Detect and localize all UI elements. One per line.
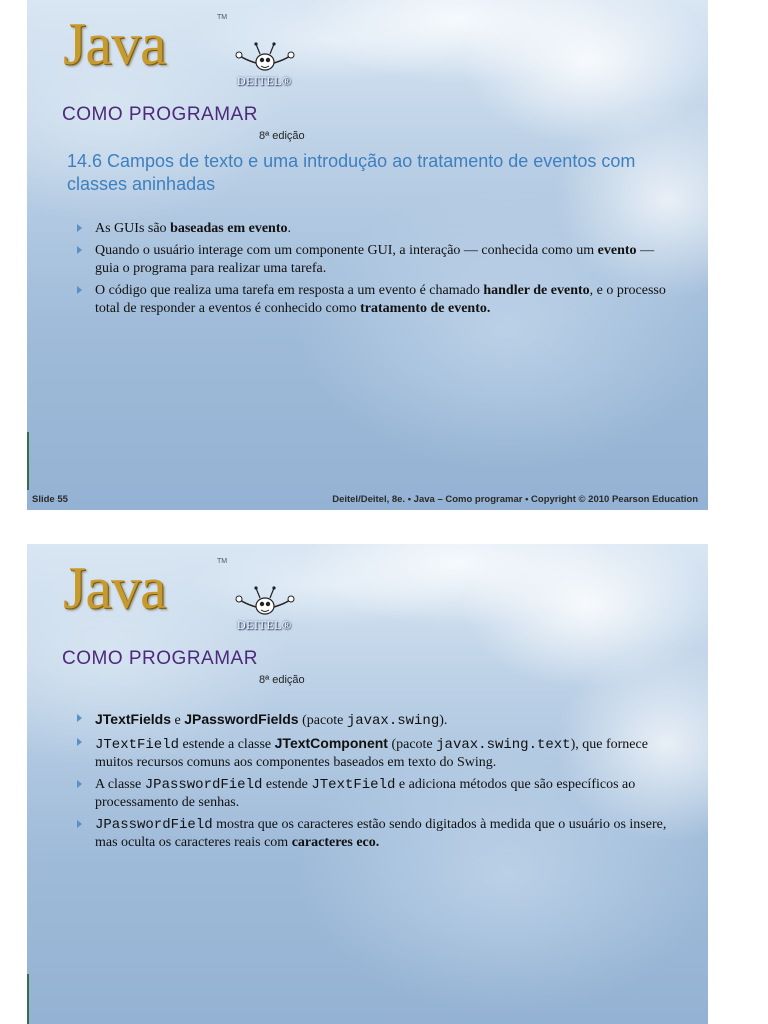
bullet-text: mostra que os caracteres estão sendo digitados à medida que o usuário os insere, mas oculta os caracteres reais com (95, 817, 667, 850)
bullet-text: (pacote (387, 737, 437, 752)
bullet-arrow-icon (77, 224, 82, 232)
slide-footer (27, 492, 708, 510)
slide-55 (27, 0, 708, 510)
code-text: JPasswordField (95, 817, 213, 833)
bullet-item (77, 710, 677, 730)
bullet-text: JTextFields (95, 711, 171, 727)
code-text: JPasswordField (144, 777, 263, 793)
bullet-text: baseadas em evento (170, 221, 288, 236)
bullet-text: ), que fornece muitos recursos comuns aos componentes baseados em texto do Swing. (95, 737, 648, 770)
book-subtitle: COMO PROGRAMAR (62, 648, 258, 669)
bullet-item (77, 816, 677, 852)
bullet-text: As GUIs são (95, 221, 171, 236)
bullet-text: estende a classe (179, 737, 275, 752)
bullet-arrow-icon (77, 714, 82, 722)
bullet-list (77, 710, 677, 856)
book-subtitle: COMO PROGRAMAR (62, 104, 258, 125)
bullet-item (77, 734, 677, 772)
java-logo: Java (63, 555, 166, 621)
deitel-logo: DEITEL® (237, 74, 292, 88)
copyright-notice: Deitel/Deitel, 8e. • Java – Como programar • Copyright © 2010 Pearson Education (332, 494, 698, 505)
bullet-text: e adiciona métodos que são específicos ao processamento de senhas. (95, 777, 636, 810)
bullet-text: O código que realiza uma tarefa em resposta a um evento é chamado (95, 283, 484, 298)
bullet-text: evento (597, 243, 637, 258)
trademark-mark: TM (217, 558, 228, 565)
edition-label: 8ª edição (259, 674, 305, 686)
slide-56 (27, 544, 708, 1024)
bullet-arrow-icon (77, 820, 82, 828)
bullet-text: ). (439, 713, 448, 728)
bullet-item (77, 282, 677, 318)
bullet-text: Quando o usuário interage com um componente GUI, a interação — conhecida como um (95, 243, 598, 258)
bullet-item (77, 220, 677, 238)
bullet-text: JTextComponent (274, 735, 388, 751)
bullet-text: tratamento de evento. (360, 301, 491, 316)
bullet-arrow-icon (77, 246, 82, 254)
slide-number: Slide 55 (32, 494, 68, 505)
code-text: JTextField (311, 777, 396, 793)
bullet-list (77, 220, 677, 322)
bullet-item (77, 242, 677, 278)
code-text: JTextField (95, 737, 180, 753)
slide-edge-mark (27, 974, 29, 1024)
bullet-arrow-icon (77, 738, 82, 746)
code-text: javax.swing (346, 713, 440, 729)
code-text: javax.swing.text (436, 737, 571, 753)
bullet-text: caracteres eco. (291, 835, 380, 850)
bullet-arrow-icon (77, 286, 82, 294)
bullet-text: estende (262, 777, 312, 792)
deitel-bug-mascot-icon (232, 38, 298, 78)
section-title: 14.6 Campos de texto e uma introdução ao tratamento de eventos com classes aninhadas (67, 151, 636, 194)
trademark-mark: TM (217, 14, 228, 21)
bullet-text: , e o processo total de responder a eventos é conhecido como (95, 283, 666, 316)
edition-label: 8ª edição (259, 130, 305, 142)
bullet-text: — guia o programa para realizar uma tarefa. (95, 243, 655, 276)
slide-edge-mark (27, 432, 29, 490)
bullet-arrow-icon (77, 780, 82, 788)
java-logo: Java (63, 11, 166, 77)
bullet-text: e (171, 713, 185, 728)
bullet-text: JPasswordFields (184, 711, 299, 727)
deitel-logo: DEITEL® (237, 618, 292, 632)
bullet-text: handler de evento (483, 283, 590, 298)
bullet-text: . (287, 221, 291, 236)
bullet-item (77, 776, 677, 812)
deitel-bug-mascot-icon (232, 582, 298, 622)
bullet-text: (pacote (298, 713, 347, 728)
bullet-text: A classe (95, 777, 145, 792)
